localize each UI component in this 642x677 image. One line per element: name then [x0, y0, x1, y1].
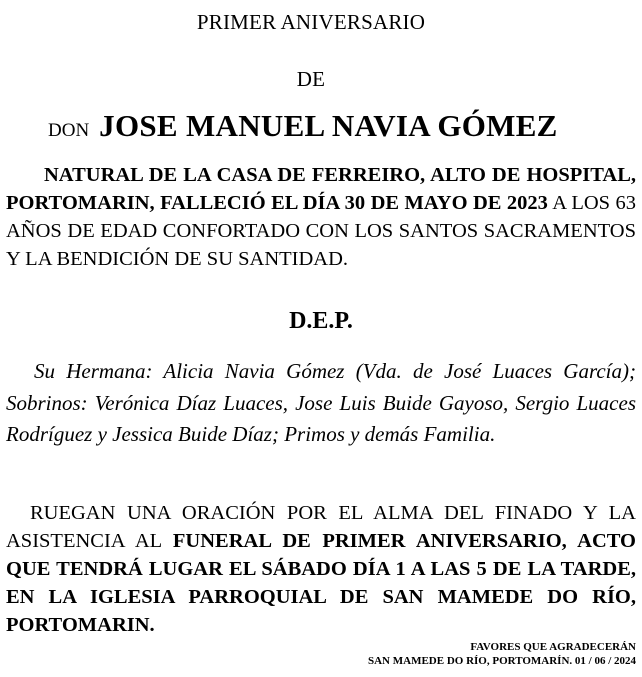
death-details-paragraph: [6, 161, 636, 273]
footer-thanks: FAVORES QUE AGRADECERÁN: [470, 641, 636, 653]
footer-place-date: SAN MAMEDE DO RÍO, PORTOMARÍN. 01 / 06 / 2024: [368, 655, 636, 667]
notice-title-de: DE: [296, 67, 326, 91]
notice-title: PRIMER ANIVERSARIO: [196, 10, 426, 34]
deceased-name-line: [48, 108, 558, 150]
deceased-prefix: DON: [48, 120, 90, 141]
family-paragraph: Su Hermana: Alicia Navia Gómez (Vda. de José Luaces García); Sobrinos: Verónica Díaz Luaces, Jose Luis Buide Gayoso, Sergio Luaces Rodríguez y Jessica Buide Díaz; Primos y demás Familia.: [6, 359, 636, 446]
funeral-details-bold: FUNERAL DE PRIMER ANIVERSARIO, ACTO QUE TENDRÁ LUGAR EL SÁBADO DÍA 1 A LAS 5 DE LA TARDE, EN LA IGLESIA PARROQUIAL DE SAN MAMEDE DO RÍO, PORTOMARIN.: [6, 530, 637, 636]
funeral-paragraph: [6, 499, 636, 639]
deceased-name: JOSE MANUEL NAVIA GÓMEZ: [99, 108, 558, 143]
funeral-request-text: RUEGAN UNA ORACIÓN POR EL ALMA DEL FINADO Y LA ASISTENCIA AL: [6, 502, 636, 552]
death-details-rest: A LOS 63 AÑOS DE EDAD CONFORTADO CON LOS SANTOS SACRAMENTOS Y LA BENDICIÓN DE SU SANTIDAD.: [6, 192, 636, 270]
death-details-bold: NATURAL DE LA CASA DE FERREIRO, ALTO DE HOSPITAL, PORTOMARIN, FALLECIÓ EL DÍA 30 DE MAYO DE 2023: [6, 164, 636, 214]
dep-label: D.E.P.: [289, 308, 353, 334]
footer: [368, 640, 636, 668]
